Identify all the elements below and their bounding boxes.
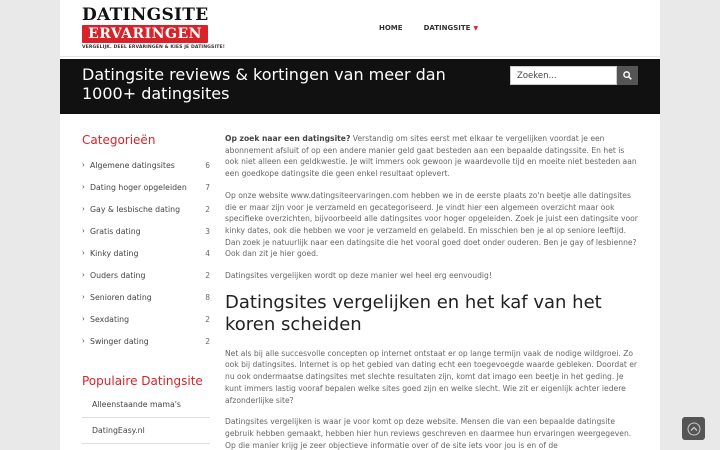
chevron-right-icon: ›: [82, 183, 85, 191]
chevron-right-icon: ›: [82, 337, 85, 345]
search-button[interactable]: [617, 66, 638, 85]
sidebar: [82, 133, 210, 444]
categories-heading: Categorieën: [82, 133, 156, 147]
category-count: 3: [205, 226, 210, 236]
search-form: [510, 66, 638, 85]
category-name: Kinky dating: [90, 248, 139, 258]
page-container: [60, 0, 660, 450]
category-item[interactable]: [82, 286, 210, 308]
scroll-to-top-button[interactable]: [682, 417, 705, 440]
category-count: 8: [205, 292, 210, 302]
category-item[interactable]: [82, 198, 210, 220]
nav-datingsite-label: DATINGSITE: [423, 24, 471, 32]
intro-rest: Verstandig om sites eerst met elkaar te vergelijken voordat je een abonnement afsluit of op een andere manier geld gaat besteden aan een bepaalde datingssite. En het is ook niet alleen een geldkwestie. Je wilt immers ook gewoon je waardevolle tijd en moeite niet besteden aan een goedkope datingsite die geen enkel resultaat oplevert.: [225, 134, 637, 179]
logo-top-text: DATINGSITE: [82, 5, 209, 25]
title-band: [60, 59, 660, 114]
popular-item[interactable]: Alleenstaande mama's: [82, 392, 210, 418]
category-item[interactable]: [82, 308, 210, 330]
caret-down-icon: ▼: [473, 25, 479, 32]
category-item[interactable]: [82, 264, 210, 286]
chevron-right-icon: ›: [82, 205, 85, 213]
chevron-right-icon: ›: [82, 293, 85, 301]
category-item[interactable]: [82, 220, 210, 242]
category-name: Swinger dating: [90, 336, 149, 346]
category-count: 4: [205, 248, 210, 258]
category-item[interactable]: [82, 242, 210, 264]
category-count: 7: [205, 182, 210, 192]
page-title: Datingsite reviews & kortingen van meer dan 1000+ datingsites: [82, 65, 446, 103]
category-count: 2: [205, 204, 210, 214]
chevron-up-icon: [687, 422, 701, 436]
main-nav: [379, 24, 478, 32]
category-name: Gratis dating: [90, 226, 141, 236]
category-name: Gay & lesbische dating: [90, 204, 181, 214]
chevron-right-icon: ›: [82, 249, 85, 257]
category-name: Algemene datingsites: [90, 160, 175, 170]
nav-datingsite[interactable]: [424, 24, 479, 32]
paragraph: Op onze website www.datingsiteervaringen.com hebben we in de eerste plaats zo'n beetje alle datingsites die er maar zijn voor je verzameld en gecategoriseerd. Je vindt hier een algemeen overzicht maar ook specifieke overzichten, bijvoorbeeld alle datingsites voor hoger opgeleiden. Zoek je juist een datingsite voor kinky dates, ook die hebben we voor je verzameld en gelabeld. En misschien ben je al op seniore leeftijd. Dan zoek je natuurlijk naar een datingsite die het vooral goed doet onder ouderen. Ben je gay of lesbienne? Ook dan zit je hier goed.: [225, 190, 638, 259]
intro-paragraph: [225, 133, 638, 180]
intro-lead: Op zoek naar een datingsite?: [225, 134, 351, 143]
category-name: Ouders dating: [90, 270, 146, 280]
site-header: [60, 0, 660, 57]
chevron-right-icon: ›: [82, 315, 85, 323]
category-name: Senioren dating: [90, 292, 152, 302]
section-heading: Datingsites vergelijken en het kaf van het koren scheiden: [225, 291, 602, 335]
site-logo[interactable]: [82, 5, 225, 50]
popular-heading: Populaire Datingsite: [82, 374, 203, 388]
category-name: Sexdating: [90, 314, 130, 324]
chevron-right-icon: ›: [82, 271, 85, 279]
category-list: [82, 154, 210, 352]
popular-item[interactable]: DatingEasy.nl: [82, 418, 210, 444]
category-count: 2: [205, 270, 210, 280]
nav-home[interactable]: HOME: [379, 24, 403, 32]
paragraph: Datingsites vergelijken wordt op deze manier wel heel erg eenvoudig!: [225, 271, 492, 281]
chevron-right-icon: ›: [82, 161, 85, 169]
search-input[interactable]: [510, 66, 617, 85]
category-item[interactable]: [82, 330, 210, 352]
category-name: Dating hoger opgeleiden: [90, 182, 187, 192]
category-item[interactable]: [82, 154, 210, 176]
category-item[interactable]: [82, 176, 210, 198]
paragraph: Net als bij alle succesvolle concepten op internet ontstaat er op lange termijn vaak de nodige wildgroei. Zo ook bij datingsites. Internet is op het gebied van dating echt een toegevoegde waarde gebleken. Doordat er nu ook ondermaatse datingsites met slechte resultaten zijn, komt dat imago een beetje in het geding. Je kunt immers lastig vooraf bepalen welke sites goed zijn en welke slecht. Wie zit er eigenlijk achter iedere afzonderlijke site?: [225, 348, 638, 405]
logo-box-text: ERVARINGEN: [82, 25, 208, 43]
logo-tagline: VERGELIJK. DEEL ERVARINGEN & KIES JE DATINGSITE!: [82, 45, 225, 50]
main-content: [225, 133, 638, 450]
search-icon: [623, 71, 632, 80]
paragraph: Datingsites vergelijken is waar je voor komt op deze website. Mensen die van een bepaalde datingsite gebruik hebben gemaakt, hebben hier hun reviews geschreven en daarmee hun ervaringen weergegeven. Op die manier krijg je zeer objectieve informatie over of de site iets voor jou is en of de: [225, 417, 632, 450]
chevron-right-icon: ›: [82, 227, 85, 235]
category-count: 2: [205, 336, 210, 346]
category-count: 6: [205, 160, 210, 170]
category-count: 2: [205, 314, 210, 324]
